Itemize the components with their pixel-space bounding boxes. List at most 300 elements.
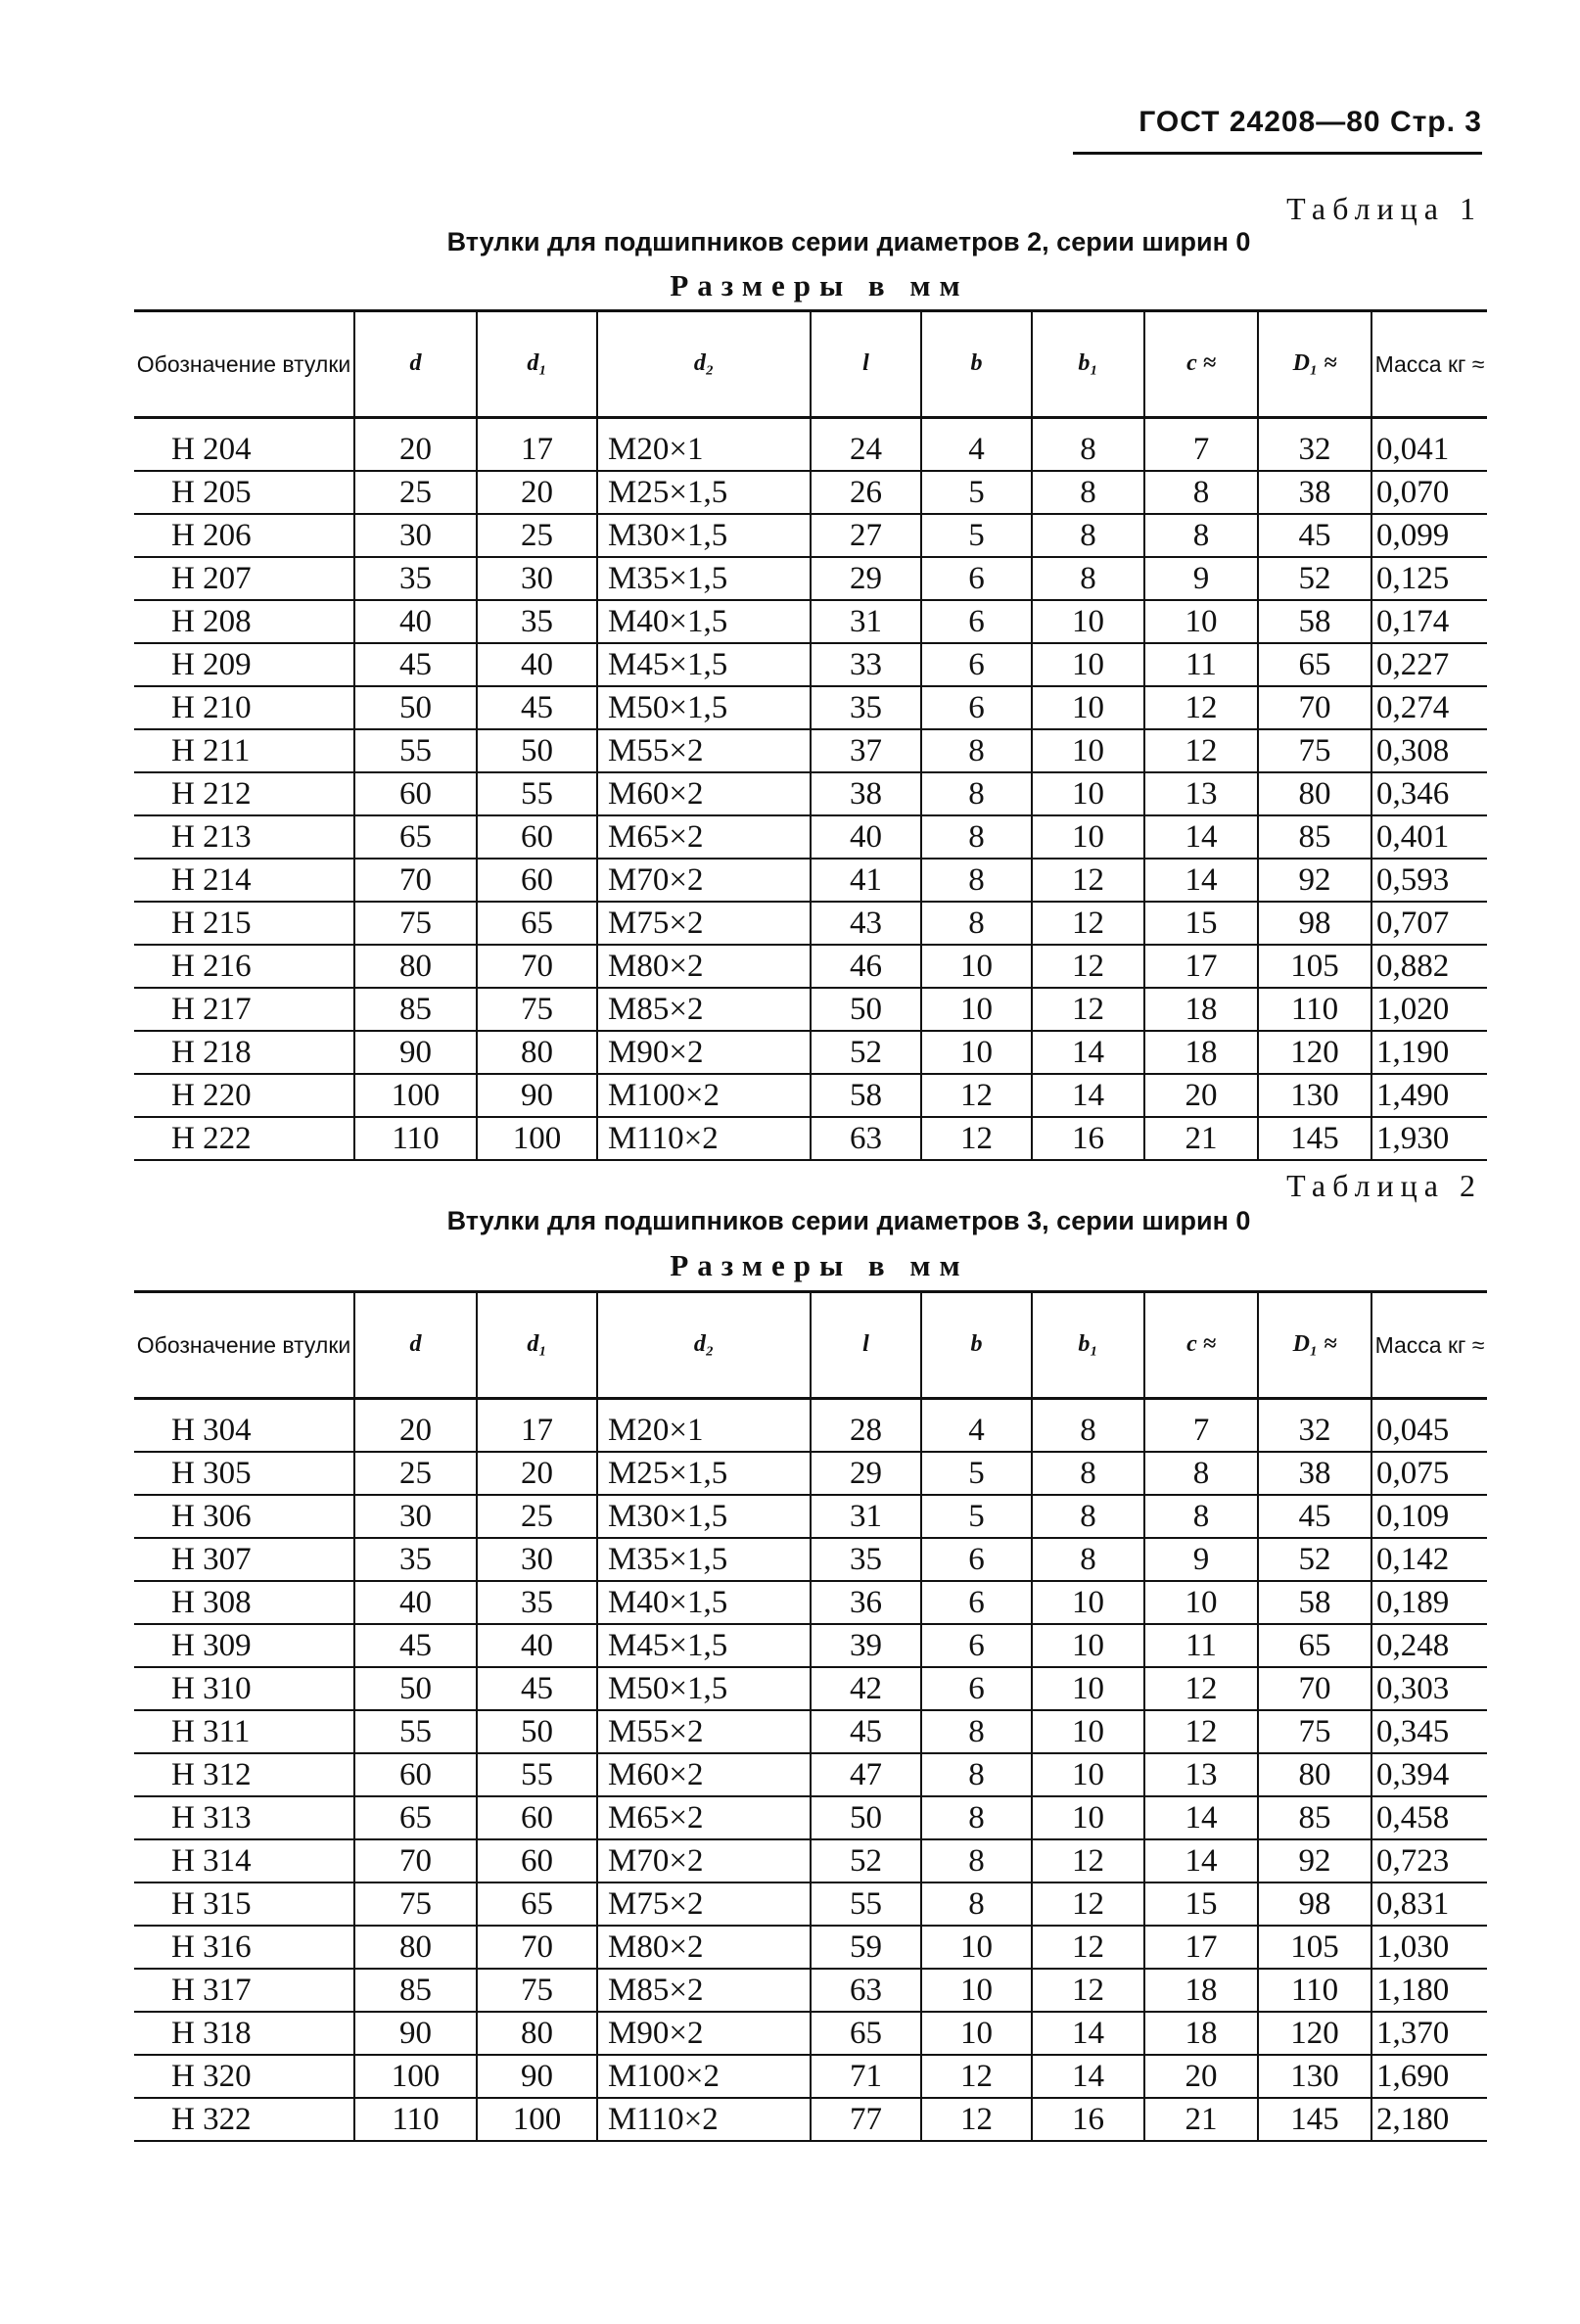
table2-units <box>0 1248 1580 1283</box>
table-row <box>134 1410 1487 1452</box>
col-d2-cell: М60×2 <box>597 772 811 815</box>
col-designation-cell: Н 207 <box>134 557 354 600</box>
spacer-cell <box>1032 1399 1144 1411</box>
spacer-cell <box>597 418 811 430</box>
col-d2-cell: М110×2 <box>597 1117 811 1160</box>
col-D1-cell: 130 <box>1258 2055 1371 2098</box>
col-designation-cell: Н 218 <box>134 1031 354 1074</box>
col-D1-cell: 75 <box>1258 729 1371 772</box>
col-D1-cell: 85 <box>1258 815 1371 859</box>
col-mass-cell: 0,308 <box>1371 729 1487 772</box>
col-d1-cell: 60 <box>477 1839 597 1882</box>
col-d2-cell: М20×1 <box>597 1410 811 1452</box>
col-d2-header: d₂ <box>597 1292 811 1399</box>
col-d1-cell: 60 <box>477 859 597 902</box>
col-b1-cell: 10 <box>1032 815 1144 859</box>
col-d1-cell: 17 <box>477 1410 597 1452</box>
table-row <box>134 1624 1487 1667</box>
col-d-cell: 60 <box>354 772 477 815</box>
col-designation-cell: Н 213 <box>134 815 354 859</box>
col-l-cell: 40 <box>811 815 921 859</box>
col-d2-cell: М65×2 <box>597 1796 811 1839</box>
col-d-cell: 65 <box>354 1796 477 1839</box>
table-row <box>134 1926 1487 1969</box>
col-D1-cell: 58 <box>1258 1581 1371 1624</box>
col-b1-cell: 10 <box>1032 600 1144 643</box>
col-mass-cell: 0,345 <box>1371 1710 1487 1753</box>
col-b-cell: 10 <box>921 1926 1032 1969</box>
col-d-cell: 100 <box>354 1074 477 1117</box>
table1-number: Таблица 1 <box>1286 191 1482 226</box>
col-l-cell: 27 <box>811 514 921 557</box>
col-d1-cell: 55 <box>477 1753 597 1796</box>
col-d1-cell: 70 <box>477 945 597 988</box>
col-b-cell: 6 <box>921 557 1032 600</box>
col-l-cell: 38 <box>811 772 921 815</box>
col-d1-cell: 45 <box>477 1667 597 1710</box>
header-rule <box>1073 152 1482 155</box>
col-d1-cell: 35 <box>477 1581 597 1624</box>
spacer-cell <box>134 418 354 430</box>
col-designation-cell: Н 216 <box>134 945 354 988</box>
col-d1-cell: 20 <box>477 471 597 514</box>
col-d-cell: 20 <box>354 1410 477 1452</box>
col-mass-cell: 0,274 <box>1371 686 1487 729</box>
col-l-cell: 35 <box>811 686 921 729</box>
col-D1-cell: 70 <box>1258 1667 1371 1710</box>
table1-title-text: Втулки для подшипников серии диаметров 2, серии ширин 0 <box>446 227 1251 256</box>
col-designation-cell: Н 314 <box>134 1839 354 1882</box>
table-row <box>134 1074 1487 1117</box>
col-b-cell: 4 <box>921 1410 1032 1452</box>
col-D1-cell: 32 <box>1258 429 1371 471</box>
col-mass-cell: 0,125 <box>1371 557 1487 600</box>
col-designation-cell: Н 222 <box>171 1121 252 1156</box>
col-d2-cell: М50×1,5 <box>597 686 811 729</box>
table-row <box>134 1710 1487 1753</box>
col-c-cell: 14 <box>1144 859 1258 902</box>
col-l-cell: 41 <box>811 859 921 902</box>
col-D1-cell: 85 <box>1258 1796 1371 1839</box>
col-d-cell: 80 <box>354 1926 477 1969</box>
spacer-cell <box>597 1399 811 1411</box>
col-D1-cell: 145 <box>1258 2098 1371 2141</box>
col-mass-cell: 1,030 <box>1371 1926 1487 1969</box>
col-b-cell: 5 <box>921 1452 1032 1495</box>
col-designation-cell: Н 313 <box>134 1796 354 1839</box>
col-b-cell: 5 <box>921 471 1032 514</box>
col-designation-cell: Н 205 <box>134 471 354 514</box>
spacer-cell <box>811 418 921 430</box>
col-D1-cell: 130 <box>1258 1074 1371 1117</box>
col-d2-cell: М30×1,5 <box>597 514 811 557</box>
col-mass-cell: 1,370 <box>1371 2012 1487 2055</box>
col-l-cell: 77 <box>811 2098 921 2141</box>
col-b-cell: 8 <box>921 772 1032 815</box>
col-d-header: d <box>354 1292 477 1399</box>
col-l-cell: 45 <box>811 1710 921 1753</box>
table-row <box>134 600 1487 643</box>
col-d-cell: 100 <box>354 2055 477 2098</box>
col-D1-cell: 32 <box>1258 1410 1371 1452</box>
col-mass-cell: 1,690 <box>1371 2055 1487 2098</box>
col-mass-header: Масса кг ≈ <box>1371 311 1487 418</box>
col-b1-cell: 8 <box>1032 1452 1144 1495</box>
col-mass-cell: 0,723 <box>1371 1839 1487 1882</box>
col-l-cell: 59 <box>811 1926 921 1969</box>
col-d-cell: 75 <box>354 1882 477 1926</box>
col-d-cell: 30 <box>354 1495 477 1538</box>
col-D1-cell: 45 <box>1258 1495 1371 1538</box>
col-D1-cell: 38 <box>1258 1452 1371 1495</box>
col-b1-cell: 10 <box>1032 1796 1144 1839</box>
col-c-cell: 14 <box>1144 1796 1258 1839</box>
col-b-cell: 8 <box>921 1796 1032 1839</box>
col-d-cell: 85 <box>354 988 477 1031</box>
col-d2-cell: М75×2 <box>597 902 811 945</box>
col-d1-cell: 80 <box>477 1031 597 1074</box>
col-mass-cell: 0,227 <box>1371 643 1487 686</box>
spacer-cell <box>354 418 477 430</box>
col-d2-cell: М35×1,5 <box>597 557 811 600</box>
col-b-cell: 8 <box>921 815 1032 859</box>
col-c-cell: 14 <box>1144 815 1258 859</box>
col-l-cell: 31 <box>811 600 921 643</box>
col-l-cell: 55 <box>811 1882 921 1926</box>
col-b-cell: 6 <box>921 600 1032 643</box>
col-mass-cell: 0,142 <box>1371 1538 1487 1581</box>
col-d1-cell: 75 <box>477 988 597 1031</box>
spacer-cell <box>477 418 597 430</box>
col-d-cell: 110 <box>354 2098 477 2141</box>
table-row <box>134 945 1487 988</box>
col-d-cell: 35 <box>354 557 477 600</box>
table-row <box>134 686 1487 729</box>
col-mass-cell: 0,070 <box>1371 471 1487 514</box>
col-designation-cell: Н 209 <box>134 643 354 686</box>
col-d1-cell: 55 <box>477 772 597 815</box>
table-row <box>134 1581 1487 1624</box>
col-d2-cell: М35×1,5 <box>597 1538 811 1581</box>
col-d2-cell: М100×2 <box>597 1074 811 1117</box>
spacer-cell <box>354 1399 477 1411</box>
col-d2-cell: М20×1 <box>597 429 811 471</box>
col-D1-cell: 75 <box>1258 1710 1371 1753</box>
col-b1-cell: 14 <box>1032 2055 1144 2098</box>
col-D1-cell: 65 <box>1258 643 1371 686</box>
table-row <box>134 2055 1487 2098</box>
table-row <box>134 1667 1487 1710</box>
col-c-cell: 18 <box>1144 1969 1258 2012</box>
table-row <box>134 1117 1487 1160</box>
table2-title <box>0 1206 1580 1236</box>
col-c-cell: 11 <box>1144 1624 1258 1667</box>
table-row <box>134 643 1487 686</box>
table-row <box>134 429 1487 471</box>
col-designation-cell: Н 315 <box>134 1882 354 1926</box>
col-d-cell: 75 <box>354 902 477 945</box>
col-l-cell: 65 <box>811 2012 921 2055</box>
col-designation-cell: Н 214 <box>134 859 354 902</box>
col-c-cell: 17 <box>1144 945 1258 988</box>
col-l-cell: 24 <box>811 429 921 471</box>
col-d-cell: 40 <box>354 600 477 643</box>
col-d2-cell: М30×1,5 <box>597 1495 811 1538</box>
col-mass-cell: 0,099 <box>1371 514 1487 557</box>
col-l-cell: 42 <box>811 1667 921 1710</box>
col-D1-cell: 98 <box>1258 902 1371 945</box>
col-b1-cell: 12 <box>1032 1969 1144 2012</box>
col-l-cell: 50 <box>811 1796 921 1839</box>
col-b-cell: 12 <box>921 1074 1032 1117</box>
col-mass-cell: 0,248 <box>1371 1624 1487 1667</box>
col-D1-cell: 38 <box>1258 471 1371 514</box>
col-c-cell: 15 <box>1144 1882 1258 1926</box>
col-D1-cell: 45 <box>1258 514 1371 557</box>
table1 <box>134 309 1487 1161</box>
spacer-cell <box>134 1399 354 1411</box>
col-b1-header: b₁ <box>1032 311 1144 418</box>
col-l-cell: 63 <box>811 1117 921 1160</box>
col-d-cell: 85 <box>354 1969 477 2012</box>
col-d-cell: 25 <box>354 1452 477 1495</box>
spacer-cell <box>1371 1399 1487 1411</box>
col-mass-cell: 2,180 <box>1371 2098 1487 2141</box>
col-b1-cell: 10 <box>1032 772 1144 815</box>
col-l-cell: 28 <box>811 1410 921 1452</box>
col-d1-cell: 30 <box>477 1538 597 1581</box>
col-c-cell: 21 <box>1144 1117 1258 1160</box>
table-row <box>134 1753 1487 1796</box>
col-D1-cell: 52 <box>1258 1538 1371 1581</box>
col-b-cell: 6 <box>921 686 1032 729</box>
col-l-header: l <box>811 1292 921 1399</box>
col-d2-cell: М100×2 <box>597 2055 811 2098</box>
col-designation-header: Обозначение втулки <box>134 311 354 418</box>
col-c-cell: 8 <box>1144 471 1258 514</box>
col-designation-cell: Н 220 <box>134 1074 354 1117</box>
col-mass-cell: 0,075 <box>1371 1452 1487 1495</box>
col-d2-cell: М50×1,5 <box>597 1667 811 1710</box>
col-c-cell: 18 <box>1144 988 1258 1031</box>
col-b1-cell: 12 <box>1032 945 1144 988</box>
col-l-cell: 26 <box>811 471 921 514</box>
col-d2-cell: М90×2 <box>597 2012 811 2055</box>
col-b-cell: 8 <box>921 1710 1032 1753</box>
col-D1-cell: 120 <box>1258 2012 1371 2055</box>
col-b1-cell: 10 <box>1032 643 1144 686</box>
col-c-cell: 13 <box>1144 1753 1258 1796</box>
col-designation-cell: Н 316 <box>134 1926 354 1969</box>
col-mass-cell: 0,303 <box>1371 1667 1487 1710</box>
col-b-cell: 10 <box>921 945 1032 988</box>
col-d1-cell: 100 <box>477 1117 597 1160</box>
col-mass-cell: 0,707 <box>1371 902 1487 945</box>
col-b-cell: 5 <box>921 514 1032 557</box>
col-D1-cell: 70 <box>1258 686 1371 729</box>
col-d1-cell: 80 <box>477 2012 597 2055</box>
col-l-cell: 31 <box>811 1495 921 1538</box>
col-mass-cell: 1,490 <box>1371 1074 1487 1117</box>
col-D1-cell: 110 <box>1258 988 1371 1031</box>
col-b-cell: 12 <box>921 2098 1032 2141</box>
col-b-cell: 5 <box>921 1495 1032 1538</box>
col-b-cell: 6 <box>921 1667 1032 1710</box>
col-d2-cell: М45×1,5 <box>597 643 811 686</box>
table-row <box>134 1839 1487 1882</box>
col-l-cell: 46 <box>811 945 921 988</box>
col-l-cell: 58 <box>811 1074 921 1117</box>
table-row <box>134 729 1487 772</box>
col-l-cell: 29 <box>811 1452 921 1495</box>
col-d1-cell: 17 <box>477 429 597 471</box>
col-designation-cell: Н 322 <box>171 2102 252 2137</box>
col-b-cell: 12 <box>921 2055 1032 2098</box>
col-designation-cell: Н 309 <box>134 1624 354 1667</box>
header-row <box>134 1292 1487 1399</box>
col-d2-cell: М40×1,5 <box>597 1581 811 1624</box>
col-d-cell: 45 <box>354 1624 477 1667</box>
col-c-cell: 12 <box>1144 729 1258 772</box>
col-b-cell: 10 <box>921 988 1032 1031</box>
col-c-cell: 8 <box>1144 514 1258 557</box>
col-d2-cell: М85×2 <box>597 988 811 1031</box>
col-c-cell: 10 <box>1144 1581 1258 1624</box>
col-l-cell: 36 <box>811 1581 921 1624</box>
col-c-cell: 8 <box>1144 1452 1258 1495</box>
col-d-cell: 20 <box>354 429 477 471</box>
col-d1-cell: 50 <box>477 729 597 772</box>
col-d1-cell: 40 <box>477 643 597 686</box>
col-b1-cell: 12 <box>1032 859 1144 902</box>
col-c-cell: 18 <box>1144 2012 1258 2055</box>
col-b1-cell: 12 <box>1032 1926 1144 1969</box>
col-designation-cell: Н 310 <box>134 1667 354 1710</box>
col-d2-cell: М65×2 <box>597 815 811 859</box>
col-d1-cell: 65 <box>477 902 597 945</box>
col-d1-cell: 70 <box>477 1926 597 1969</box>
col-b1-cell: 16 <box>1032 1117 1144 1160</box>
col-d1-cell: 25 <box>477 1495 597 1538</box>
col-c-cell: 13 <box>1144 772 1258 815</box>
col-b-cell: 6 <box>921 643 1032 686</box>
col-d1-cell: 75 <box>477 1969 597 2012</box>
table-row <box>134 1796 1487 1839</box>
col-c-cell: 17 <box>1144 1926 1258 1969</box>
col-c-cell: 8 <box>1144 1495 1258 1538</box>
col-mass-cell: 1,190 <box>1371 1031 1487 1074</box>
table2-number: Таблица 2 <box>1286 1168 1482 1203</box>
col-d2-cell: М75×2 <box>597 1882 811 1926</box>
col-d1-cell: 20 <box>477 1452 597 1495</box>
col-d1-cell: 100 <box>477 2098 597 2141</box>
col-d2-cell: М70×2 <box>597 1839 811 1882</box>
table-row <box>134 815 1487 859</box>
col-d2-cell: М90×2 <box>597 1031 811 1074</box>
col-c-cell: 10 <box>1144 600 1258 643</box>
col-b1-cell: 14 <box>1032 2012 1144 2055</box>
col-mass-cell: 0,394 <box>1371 1753 1487 1796</box>
col-d-cell: 35 <box>354 1538 477 1581</box>
table-row <box>134 859 1487 902</box>
col-d1-cell: 25 <box>477 514 597 557</box>
col-b-cell: 8 <box>921 859 1032 902</box>
table2-title-text: Втулки для подшипников серии диаметров 3, серии ширин 0 <box>446 1206 1251 1235</box>
col-b1-cell: 12 <box>1032 902 1144 945</box>
col-D1-cell: 105 <box>1258 945 1371 988</box>
col-b1-cell: 8 <box>1032 1410 1144 1452</box>
col-d-cell: 40 <box>354 1581 477 1624</box>
col-b1-cell: 8 <box>1032 429 1144 471</box>
col-designation-cell: Н 208 <box>134 600 354 643</box>
spacer-row <box>134 418 1487 430</box>
col-designation-cell: Н 320 <box>134 2055 354 2098</box>
col-b1-cell: 8 <box>1032 471 1144 514</box>
col-mass-cell: 0,109 <box>1371 1495 1487 1538</box>
col-d-cell: 65 <box>354 815 477 859</box>
col-b-cell: 6 <box>921 1581 1032 1624</box>
col-d-cell: 30 <box>354 514 477 557</box>
col-d2-cell: М55×2 <box>597 1710 811 1753</box>
spacer-cell <box>1258 1399 1371 1411</box>
col-d-cell: 25 <box>354 471 477 514</box>
col-designation-cell: Н 318 <box>134 2012 354 2055</box>
col-d-cell: 55 <box>354 1710 477 1753</box>
col-mass-cell: 0,401 <box>1371 815 1487 859</box>
col-designation-cell: Н 217 <box>134 988 354 1031</box>
col-b1-cell: 10 <box>1032 1710 1144 1753</box>
col-d2-cell: М45×1,5 <box>597 1624 811 1667</box>
col-b1-cell: 8 <box>1032 1538 1144 1581</box>
spacer-row <box>134 1399 1487 1411</box>
col-l-cell: 47 <box>811 1753 921 1796</box>
col-l-cell: 52 <box>811 1031 921 1074</box>
col-mass-cell: 1,180 <box>1371 1969 1487 2012</box>
col-mass-cell: 0,189 <box>1371 1581 1487 1624</box>
col-d1-header: d₁ <box>477 1292 597 1399</box>
col-b1-cell: 8 <box>1032 1495 1144 1538</box>
col-c-cell: 12 <box>1144 1667 1258 1710</box>
table-row <box>134 1969 1487 2012</box>
col-b-cell: 8 <box>921 1753 1032 1796</box>
col-c-header: c ≈ <box>1144 311 1258 418</box>
spacer-cell <box>1032 418 1144 430</box>
col-D1-cell: 65 <box>1258 1624 1371 1667</box>
col-b1-cell: 12 <box>1032 1882 1144 1926</box>
col-l-cell: 63 <box>811 1969 921 2012</box>
spacer-cell <box>1258 418 1371 430</box>
col-c-cell: 14 <box>1144 1839 1258 1882</box>
col-designation-cell: Н 212 <box>134 772 354 815</box>
col-d-header: d <box>354 311 477 418</box>
spacer-cell <box>811 1399 921 1411</box>
col-d1-cell: 60 <box>477 1796 597 1839</box>
col-l-cell: 35 <box>811 1538 921 1581</box>
col-D1-cell: 92 <box>1258 859 1371 902</box>
col-b1-cell: 10 <box>1032 1581 1144 1624</box>
header-row <box>134 311 1487 418</box>
col-b-cell: 8 <box>921 1882 1032 1926</box>
col-d2-cell: М80×2 <box>597 1926 811 1969</box>
col-d2-cell: М110×2 <box>597 2098 811 2141</box>
col-b-cell: 4 <box>921 429 1032 471</box>
col-b-cell: 8 <box>921 902 1032 945</box>
col-mass-cell: 0,045 <box>1371 1410 1487 1452</box>
col-mass-cell: 0,041 <box>1371 429 1487 471</box>
col-designation-cell: Н 306 <box>134 1495 354 1538</box>
col-designation-cell: Н 211 <box>134 729 354 772</box>
col-d1-cell: 35 <box>477 600 597 643</box>
